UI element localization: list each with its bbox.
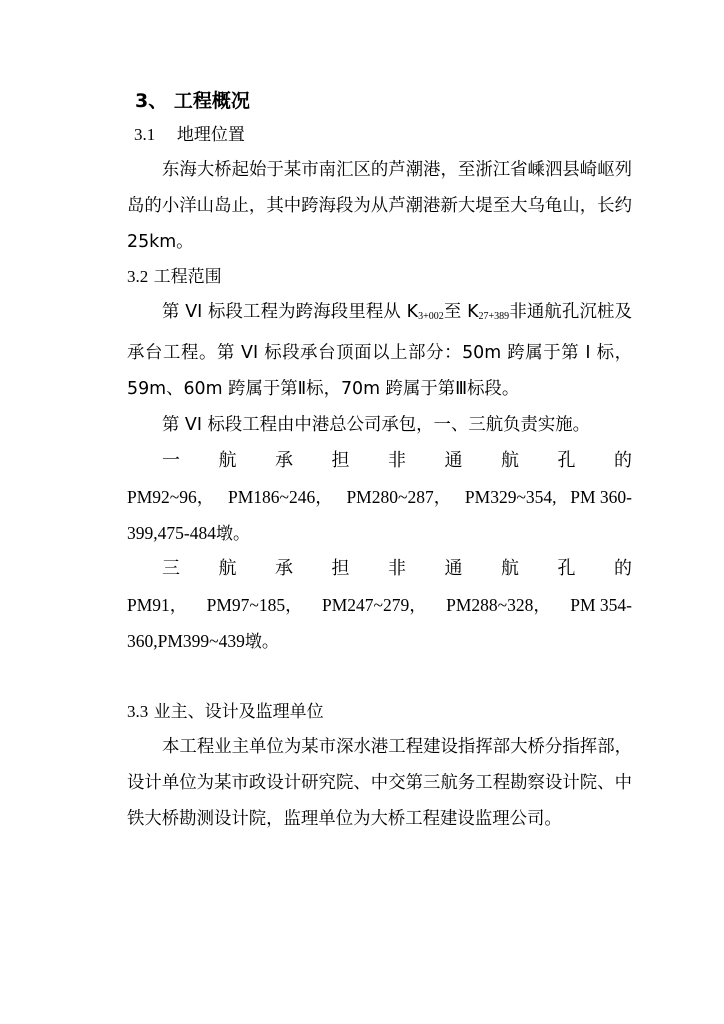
spread-char: 孔	[557, 450, 576, 471]
subsection-title: 地理位置	[176, 125, 245, 145]
chainage-end: 27+389	[478, 311, 510, 322]
blank-line	[127, 659, 632, 695]
subsection-number: 3.3	[127, 702, 149, 721]
subsection-3-3-heading	[127, 695, 632, 729]
pier-item: PM329~354,	[464, 487, 557, 507]
first-bureau-piers	[127, 479, 632, 515]
spread-char: 承	[275, 450, 293, 471]
scope-text-a: 第 VI 标段工程为跨海段里程从 K	[162, 302, 419, 322]
document-page	[127, 84, 632, 837]
pier-range: 399,475-484	[127, 523, 216, 543]
subsection-number: 3.2	[127, 267, 149, 286]
pier-item: PM 360-	[570, 487, 632, 507]
subsection-3-1-heading	[134, 118, 632, 152]
spread-char: 的	[614, 558, 632, 579]
scope-paragraph	[127, 294, 632, 407]
spread-char: 三	[162, 558, 180, 579]
spread-char: 通	[444, 558, 463, 579]
pier-range: 360,PM399~439	[127, 631, 245, 651]
parties-paragraph: 本工程业主单位为某市深水港工程建设指挥部大桥分指挥部，设计单位为某市政设计研究院、中交第三航务工程勘察设计院、中铁大桥勘测设计院，监理单位为大桥工程建设监理公司。	[127, 737, 632, 829]
third-bureau-line	[127, 551, 632, 587]
pier-item: PM 354-	[570, 595, 632, 615]
first-bureau-piers-tail	[127, 515, 632, 551]
chainage-start: 3+002	[418, 311, 444, 322]
spread-char: 航	[218, 558, 237, 579]
spread-char: 通	[444, 450, 463, 471]
spread-char: 担	[331, 558, 350, 579]
spread-char: 一	[162, 450, 180, 471]
first-bureau-line	[127, 443, 632, 479]
pier-item: PM280~287，	[346, 487, 452, 507]
third-bureau-piers-tail	[127, 623, 632, 659]
pier-suffix: 墩。	[244, 632, 279, 652]
spread-char: 航	[218, 450, 237, 471]
pier-item: PM247~279，	[322, 595, 427, 615]
spread-char: 非	[388, 450, 406, 471]
spread-char: 航	[501, 450, 519, 471]
spread-char: 航	[501, 558, 519, 579]
scope-text-b: 至 K	[443, 302, 479, 322]
subsection-3-2-heading	[127, 260, 632, 294]
pier-suffix: 墩。	[215, 524, 250, 544]
pier-item: PM186~246，	[227, 487, 333, 507]
third-bureau-piers	[127, 587, 632, 623]
subsection-title: 工程范围	[153, 267, 222, 287]
pier-item: PM97~185，	[206, 595, 303, 615]
section-title: 3、 工程概况	[135, 90, 250, 112]
spread-char: 承	[275, 558, 293, 579]
spread-char: 担	[331, 450, 350, 471]
spread-char: 的	[614, 450, 632, 471]
scope-text-c: 非通航孔沉桩及承台工程。第 VI 标段承台顶面以上部分：50m 跨属于第 I 标，59m、60m 跨属于第Ⅱ标，70m 跨属于第Ⅲ标段。	[127, 302, 632, 399]
pier-item: PM92~96，	[127, 487, 215, 507]
spread-char: 非	[388, 558, 406, 579]
subsection-number: 3.1	[134, 125, 156, 144]
spread-char: 孔	[557, 558, 576, 579]
pier-item: PM91，	[127, 595, 188, 615]
pier-item: PM288~328，	[446, 595, 551, 615]
contractor-paragraph: 第 VI 标段工程由中港总公司承包，一、三航负责实施。	[162, 415, 591, 435]
location-paragraph: 东海大桥起始于某市南汇区的芦潮港，至浙江省嵊泗县崎岖列岛的小洋山岛止，其中跨海段为从芦潮港新大堤至大乌龟山，长约25km。	[127, 160, 632, 252]
subsection-title: 业主、设计及监理单位	[153, 702, 324, 722]
